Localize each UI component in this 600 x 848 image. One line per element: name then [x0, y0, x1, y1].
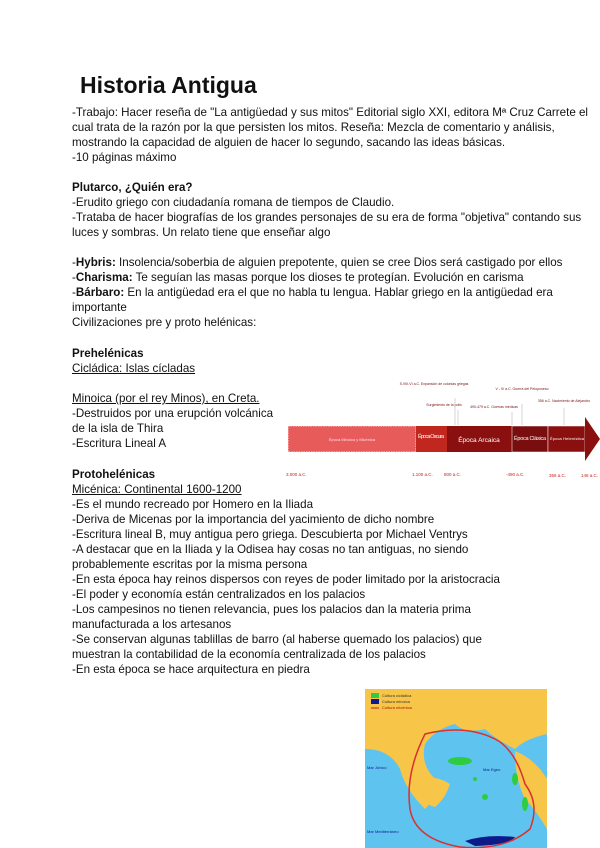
minoica: Minoica (por el rey Minos), en Creta.: [72, 392, 260, 405]
timeline-date: 356 a.C.: [549, 473, 567, 478]
svg-text:Cultura cicládica: Cultura cicládica: [382, 693, 412, 698]
timeline-date: 800 a.C.: [444, 472, 462, 477]
micenica-line: -Escritura lineal B, muy antigua pero griega. Descubierta por Michael Ventrys: [72, 528, 468, 541]
prehelenicas-heading: Prehelénicas: [72, 347, 144, 360]
micenica-line: -Deriva de Micenas por la importancia del yacimiento de dicho nombre: [72, 513, 435, 526]
svg-text:Mar Mediterráneo: Mar Mediterráneo: [367, 829, 399, 834]
timeline-note: 490-479 a.C. Guerras médicas: [470, 405, 518, 409]
minoica-line: -Escritura Lineal A: [72, 437, 167, 450]
page-title: Historia Antigua: [80, 72, 257, 98]
svg-text:Cultura minoica: Cultura minoica: [382, 699, 410, 704]
timeline-date: -490 a.C.: [506, 472, 525, 477]
svg-text:Mar Egeo: Mar Egeo: [483, 767, 501, 772]
micenica-line: -En esta época se hace arquitectura en piedra: [72, 663, 310, 676]
plutarco-line: -Trataba de hacer biografías de los grandes personajes de su era de forma "objetiva" contando sus luces y sombras. Un relato tiene que enseñar algo: [72, 211, 582, 239]
timeline-note: V - IV a.C. Guerra del Peloponeso: [495, 387, 549, 391]
plutarco-heading: Plutarco, ¿Quién era?: [72, 181, 193, 194]
svg-text:Cultura micénica: Cultura micénica: [382, 705, 412, 710]
svg-text:Mar Jónico: Mar Jónico: [367, 765, 387, 770]
timeline-date: 1.100 a.C.: [412, 472, 433, 477]
cicladica: Cicládica: Islas cícladas: [72, 362, 196, 375]
micenica-line: -En esta época hay reinos dispersos con reyes de poder limitado por la aristocracia: [72, 573, 500, 586]
svg-text:Época Oscura: Época Oscura: [418, 434, 444, 440]
greek-history-timeline: [284, 378, 600, 484]
timeline-arrow: [585, 417, 600, 461]
term-charisma: -Charisma: Te seguían las masas porque los dioses te protegían. Evolución en carisma: [72, 271, 524, 284]
svg-text:Época Clásica: Época Clásica: [514, 436, 546, 442]
term-barbaro: -Bárbaro: En la antigüedad era el que no habla tu lengua. Hablar griego en la antigüedad era importante: [72, 286, 553, 314]
civ-intro: Civilizaciones pre y proto helénicas:: [72, 316, 257, 329]
intro-trabajo: -Trabajo: Hacer reseña de "La antigüedad y sus mitos" Editorial siglo XXI, editora Mª Cruz Carrete el cual trata de la razón por la que persisten los mitos. Reseña: Mezcla de comentario y análisis, mostrando la capacidad de alguien de hacer lo segundo, sacando las ideas básicas.: [72, 106, 589, 149]
timeline-date: 3.000 a.C.: [286, 472, 307, 477]
micenica-line: -Se conservan algunas tablillas de barro (al haberse quemado los palacios) que muestran la contabilidad de la economía centralizada de los palacios: [72, 633, 482, 661]
svg-text:Época Arcaica: Época Arcaica: [458, 437, 500, 444]
term-hybris: -Hybris: Insolencia/soberbia de alguien prepotente, quien se cree Dios será castigado por ellos: [72, 256, 563, 269]
micenica-line: -Es el mundo recreado por Homero en la Iliada: [72, 498, 314, 511]
svg-text:Época Minoica y Micénica: Época Minoica y Micénica: [328, 437, 376, 442]
timeline-date: 146 a.C.: [581, 473, 599, 478]
micenica-line: -El poder y economía están centralizados en los palacios: [72, 588, 366, 601]
protohelenicas-heading: Protohelénicas: [72, 468, 156, 481]
timeline-note: 356 a.C. Nacimiento de Alejandro: [537, 399, 591, 403]
micenica-line: -Los campesinos no tienen relevancia, pues los palacios dan la materia prima manufacturada a los artesanos: [72, 603, 471, 631]
micenica: Micénica: Continental 1600-1200: [72, 483, 242, 496]
aegean-map: [365, 689, 547, 848]
intro-paginas: -10 páginas máximo: [72, 151, 177, 164]
plutarco-line: -Erudito griego con ciudadanía romana de tiempos de Claudio.: [72, 196, 395, 209]
svg-text:Época Helenística: Época Helenística: [550, 436, 584, 441]
minoica-line: -Destruidos por una erupción volcánica de la isla de Thira: [72, 407, 274, 435]
timeline-note: S.VIII-VI a.C. Expansión de colonias griegas: [399, 382, 469, 386]
timeline-note: Surgimiento de la polis: [426, 403, 462, 407]
micenica-line: -A destacar que en la Iliada y la Odisea hay cosas no tan antiguas, no siendo probablemente escritas por la misma persona: [72, 543, 469, 571]
